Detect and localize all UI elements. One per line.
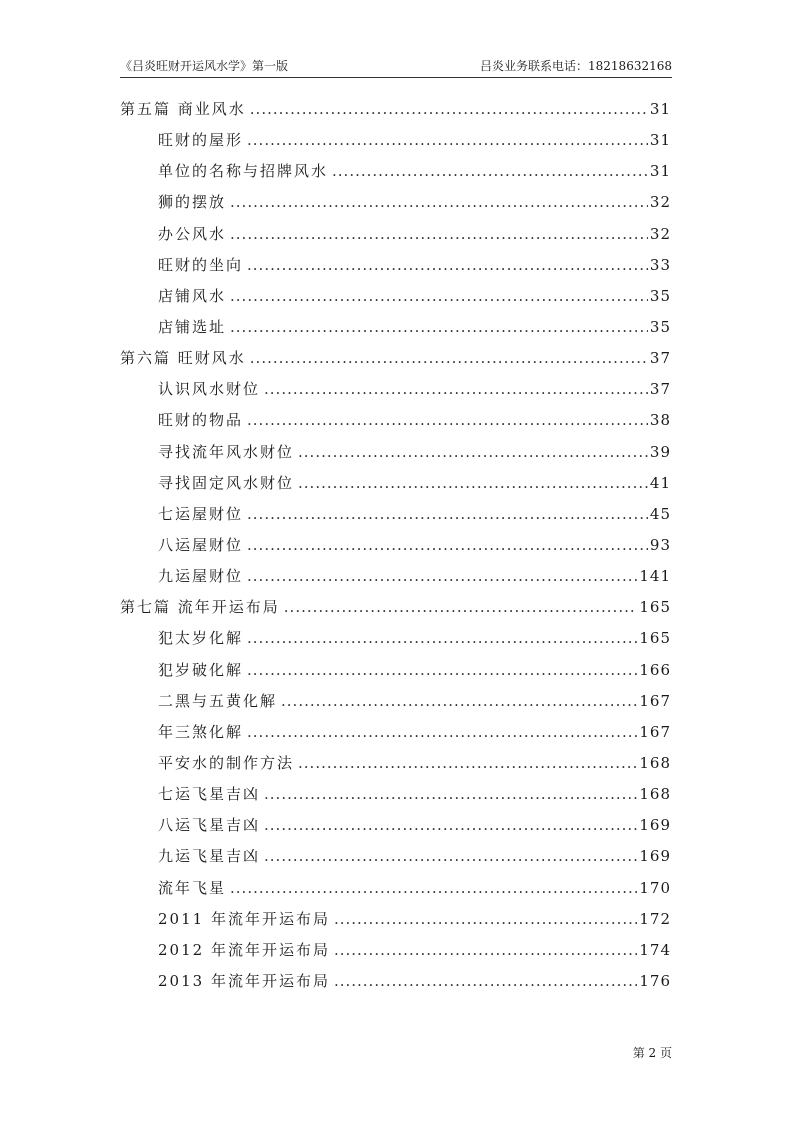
toc-entry-page-number: 167 xyxy=(639,722,671,741)
toc-entry-page-number: 169 xyxy=(639,816,671,835)
toc-dot-leader xyxy=(230,225,648,243)
toc-entry-title: 二黑与五黄化解 xyxy=(158,691,278,710)
toc-dot-leader xyxy=(247,661,637,679)
toc-dot-leader xyxy=(230,287,648,305)
toc-section-entry[interactable] xyxy=(120,129,671,160)
toc-dot-leader xyxy=(247,629,637,647)
toc-section-entry[interactable] xyxy=(120,908,671,939)
toc-entry-title: 店铺选址 xyxy=(158,317,227,336)
toc-entry-title: 2011 年流年开运布局 xyxy=(158,909,330,928)
toc-chapter-entry[interactable] xyxy=(120,347,671,378)
toc-entry-page-number: 167 xyxy=(639,691,671,710)
toc-entry-page-number: 32 xyxy=(649,224,671,243)
toc-dot-leader xyxy=(264,816,637,834)
toc-entry-page-number: 45 xyxy=(649,504,671,523)
toc-entry-title: 旺财的坐向 xyxy=(158,255,244,274)
toc-dot-leader xyxy=(247,536,648,554)
toc-dot-leader xyxy=(247,411,648,429)
toc-entry-page-number: 38 xyxy=(649,411,671,430)
toc-entry-title: 单位的名称与招牌风水 xyxy=(158,162,329,181)
toc-entry-page-number: 168 xyxy=(639,753,671,772)
toc-section-entry[interactable] xyxy=(120,534,671,565)
toc-dot-leader xyxy=(332,162,648,180)
toc-dot-leader xyxy=(230,318,648,336)
toc-dot-leader xyxy=(298,443,648,461)
toc-dot-leader xyxy=(264,785,637,803)
page-number: 第 2 页 xyxy=(632,1046,672,1060)
toc-section-entry[interactable] xyxy=(120,191,671,222)
toc-entry-title: 八运屋财位 xyxy=(158,535,244,554)
toc-entry-title: 办公风水 xyxy=(158,224,227,243)
toc-dot-leader xyxy=(298,754,637,772)
toc-section-entry[interactable] xyxy=(120,659,671,690)
toc-entry-title: 犯岁破化解 xyxy=(158,660,244,679)
toc-section-entry[interactable] xyxy=(120,939,671,970)
toc-entry-title: 寻找流年风水财位 xyxy=(158,442,295,461)
header-book-title: 《吕炎旺财开运风水学》第一版 xyxy=(120,59,289,73)
toc-dot-leader xyxy=(247,723,637,741)
toc-entry-page-number: 31 xyxy=(649,100,671,118)
toc-section-entry[interactable] xyxy=(120,752,671,783)
toc-section-entry[interactable] xyxy=(120,503,671,534)
toc-entry-title: 寻找固定风水财位 xyxy=(158,473,295,492)
toc-section-entry[interactable] xyxy=(120,877,671,908)
toc-section-entry[interactable] xyxy=(120,378,671,409)
toc-entry-title: 平安水的制作方法 xyxy=(158,753,295,772)
toc-dot-leader xyxy=(230,879,637,897)
toc-dot-leader xyxy=(284,598,638,616)
toc-dot-leader xyxy=(247,505,648,523)
toc-entry-title: 2012 年流年开运布局 xyxy=(158,940,330,959)
toc-entry-page-number: 169 xyxy=(639,847,671,866)
toc-entry-title: 第七篇 流年开运布局 xyxy=(120,598,280,617)
toc-entry-title: 店铺风水 xyxy=(158,286,227,305)
toc-section-entry[interactable] xyxy=(120,814,671,845)
toc-dot-leader xyxy=(281,692,637,710)
toc-entry-page-number: 174 xyxy=(639,940,671,959)
toc-dot-leader xyxy=(247,567,637,585)
toc-entry-page-number: 166 xyxy=(639,660,671,679)
toc-entry-page-number: 31 xyxy=(649,131,671,150)
toc-entry-title: 旺财的屋形 xyxy=(158,131,244,150)
toc-entry-page-number: 93 xyxy=(649,535,671,554)
toc-dot-leader xyxy=(230,193,648,211)
toc-entry-page-number: 39 xyxy=(649,442,671,461)
toc-entry-title: 认识风水财位 xyxy=(158,380,261,399)
toc-section-entry[interactable] xyxy=(120,565,671,596)
page-header xyxy=(120,55,672,78)
toc-section-entry[interactable] xyxy=(120,721,671,752)
toc-section-entry[interactable] xyxy=(120,254,671,285)
toc-dot-leader xyxy=(247,256,648,274)
toc-entry-page-number: 170 xyxy=(639,878,671,897)
toc-chapter-entry[interactable] xyxy=(120,596,671,627)
toc-section-entry[interactable] xyxy=(120,409,671,440)
toc-section-entry[interactable] xyxy=(120,970,671,1001)
toc-entry-title: 流年飞星 xyxy=(158,878,227,897)
toc-entry-page-number: 165 xyxy=(639,598,671,617)
toc-entry-title: 七运飞星吉凶 xyxy=(158,785,261,804)
toc-section-entry[interactable] xyxy=(120,690,671,721)
toc-entry-title: 七运屋财位 xyxy=(158,504,244,523)
toc-dot-leader xyxy=(334,972,637,990)
toc-entry-title: 第五篇 商业风水 xyxy=(120,100,246,118)
toc-entry-page-number: 37 xyxy=(649,349,671,368)
toc-dot-leader xyxy=(334,910,637,928)
toc-section-entry[interactable] xyxy=(120,845,671,876)
toc-entry-title: 旺财的物品 xyxy=(158,411,244,430)
toc-section-entry[interactable] xyxy=(120,783,671,814)
toc-chapter-entry[interactable] xyxy=(120,98,671,129)
header-contact-phone: 吕炎业务联系电话：18218632168 xyxy=(480,59,672,73)
toc-entry-page-number: 32 xyxy=(649,193,671,212)
toc-dot-leader xyxy=(334,941,637,959)
toc-entry-title: 年三煞化解 xyxy=(158,722,244,741)
toc-entry-title: 第六篇 旺财风水 xyxy=(120,349,246,368)
toc-entry-page-number: 141 xyxy=(639,567,671,586)
toc-section-entry[interactable] xyxy=(120,160,671,191)
toc-dot-leader xyxy=(264,380,648,398)
toc-entry-title: 九运飞星吉凶 xyxy=(158,847,261,866)
toc-section-entry[interactable] xyxy=(120,285,671,316)
toc-entry-page-number: 172 xyxy=(639,909,671,928)
toc-entry-title: 九运屋财位 xyxy=(158,567,244,586)
toc-dot-leader xyxy=(264,847,637,865)
toc-entry-page-number: 168 xyxy=(639,785,671,804)
toc-entry-page-number: 37 xyxy=(649,380,671,399)
toc-section-entry[interactable] xyxy=(120,627,671,658)
toc-dot-leader xyxy=(247,131,648,149)
toc-dot-leader xyxy=(250,349,648,367)
toc-entry-page-number: 33 xyxy=(649,255,671,274)
toc-entry-page-number: 35 xyxy=(649,317,671,336)
toc-dot-leader xyxy=(298,474,648,492)
toc-entry-title: 八运飞星吉凶 xyxy=(158,816,261,835)
toc-section-entry[interactable] xyxy=(120,223,671,254)
toc-entry-page-number: 31 xyxy=(649,162,671,181)
table-of-contents xyxy=(120,98,671,1001)
toc-section-entry[interactable] xyxy=(120,316,671,347)
toc-entry-title: 犯太岁化解 xyxy=(158,629,244,648)
toc-entry-page-number: 35 xyxy=(649,286,671,305)
toc-entry-page-number: 41 xyxy=(649,473,671,492)
toc-section-entry[interactable] xyxy=(120,441,671,472)
toc-entry-title: 狮的摆放 xyxy=(158,193,227,212)
toc-dot-leader xyxy=(250,100,648,118)
toc-entry-page-number: 165 xyxy=(639,629,671,648)
toc-entry-title: 2013 年流年开运布局 xyxy=(158,971,330,990)
toc-section-entry[interactable] xyxy=(120,472,671,503)
toc-entry-page-number: 176 xyxy=(639,971,671,990)
